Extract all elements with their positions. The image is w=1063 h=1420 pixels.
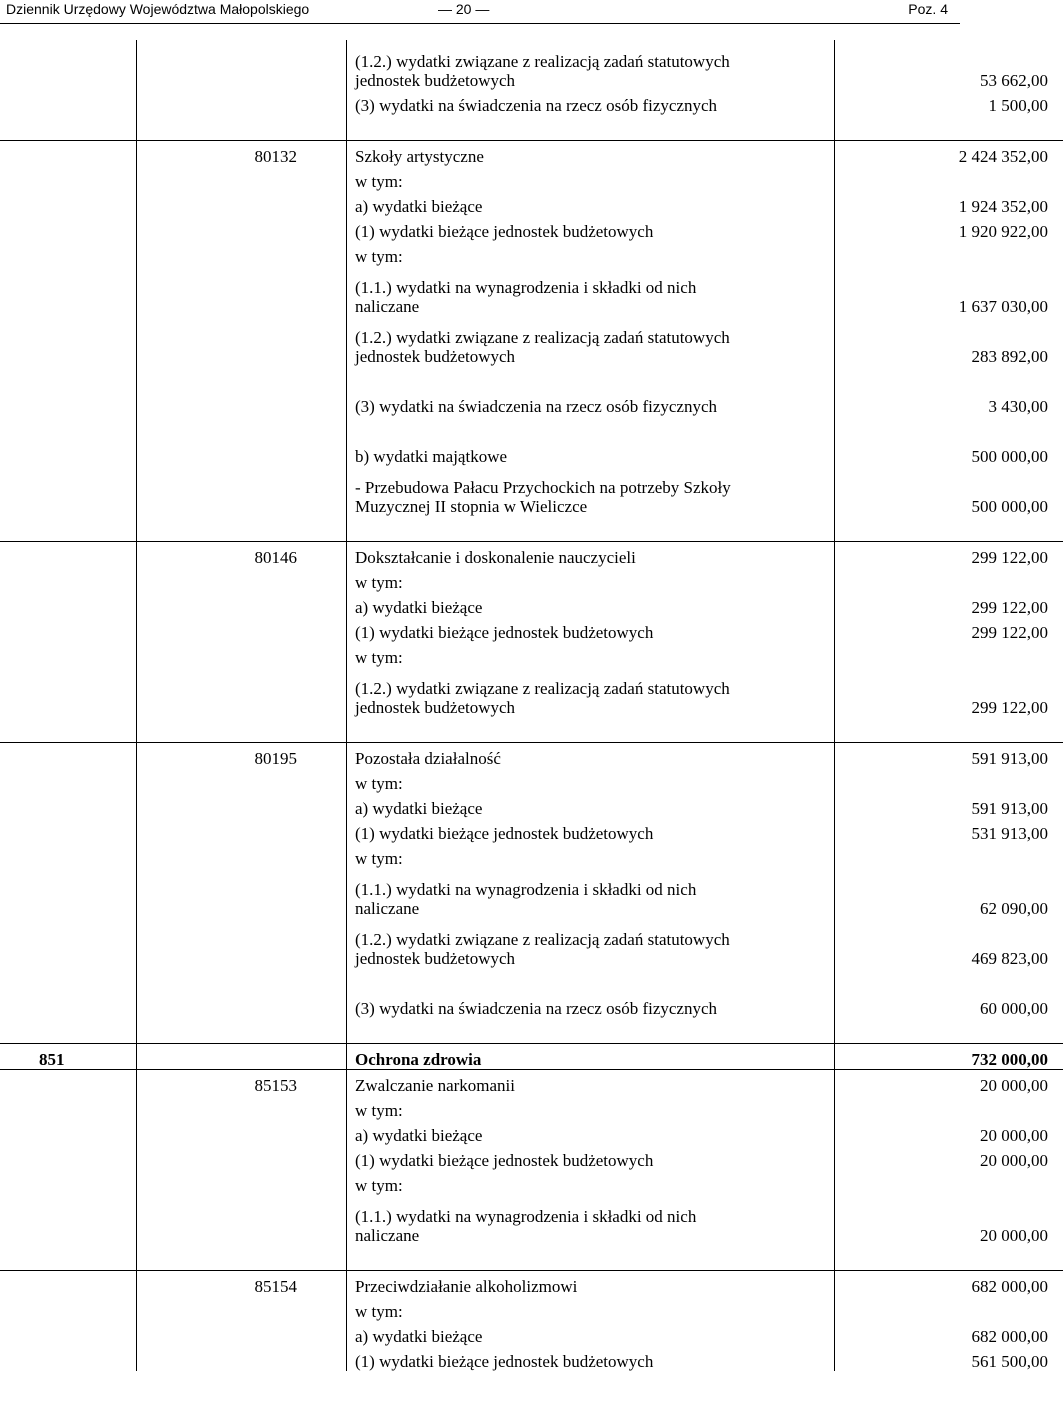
- description-line: b) wydatki majątkowe: [355, 447, 508, 466]
- cell-amount: 732 000,00: [835, 1044, 1063, 1070]
- description-line: (1) wydatki bieżące jednostek budżetowych: [355, 623, 654, 642]
- cell-amount: [835, 1095, 1063, 1120]
- cell-section: [0, 1346, 137, 1371]
- description-line: Dokształcanie i doskonalenie nauczycieli: [355, 548, 636, 567]
- description-line: naliczane: [355, 899, 420, 918]
- description-line: (1) wydatki bieżące jednostek budżetowych: [355, 1352, 654, 1371]
- cell-amount: [835, 717, 1063, 743]
- cell-section: [0, 266, 137, 316]
- cell-description: [347, 441, 835, 466]
- cell-amount: 53 662,00: [980, 71, 1048, 90]
- table-row: [0, 191, 1063, 216]
- cell-description: [347, 1346, 835, 1371]
- cell-section: [0, 115, 137, 141]
- cell-amount: 20 000,00: [835, 1070, 1063, 1096]
- cell-description: [347, 141, 835, 167]
- cell-description: [347, 1245, 835, 1271]
- cell-section: [0, 141, 137, 167]
- cell-subsection: [137, 1120, 347, 1145]
- description-line: w tym:: [355, 247, 403, 266]
- cell-subsection: [137, 868, 347, 918]
- cell-subsection: [137, 1018, 347, 1044]
- cell-section: [0, 667, 137, 717]
- table-row: [0, 1044, 1063, 1070]
- cell-subsection: [137, 1145, 347, 1170]
- cell-amount: [835, 241, 1063, 266]
- cell-section: [0, 90, 137, 115]
- cell-amount: 299 122,00: [971, 698, 1048, 717]
- cell-amount: 20 000,00: [980, 1126, 1048, 1145]
- cell-subsection: [137, 115, 347, 141]
- cell-section: [0, 516, 137, 542]
- budget-table: [0, 40, 1063, 1371]
- description-line: w tym:: [355, 774, 403, 793]
- cell-subsection: [137, 216, 347, 241]
- cell-amount: 2 424 352,00: [835, 141, 1063, 167]
- cell-section: [0, 166, 137, 191]
- cell-section: [0, 1195, 137, 1245]
- cell-section: [0, 1018, 137, 1044]
- cell-amount: 531 913,00: [971, 824, 1048, 843]
- cell-section: [0, 241, 137, 266]
- journal-title: Dziennik Urzędowy Województwa Małopolskiego: [6, 1, 310, 17]
- cell-amount: 299 122,00: [971, 623, 1048, 642]
- table-row: [0, 1195, 1063, 1245]
- cell-amount: 20 000,00: [980, 1151, 1048, 1170]
- description-line: naliczane: [355, 297, 420, 316]
- header-rule: [0, 23, 960, 24]
- description-line: Zwalczanie narkomanii: [355, 1076, 516, 1095]
- cell-description: [347, 90, 835, 115]
- cell-amount: [835, 567, 1063, 592]
- cell-description: [347, 216, 835, 241]
- cell-amount: [835, 516, 1063, 542]
- cell-section: [0, 1120, 137, 1145]
- cell-section: [0, 1070, 137, 1096]
- table-row: [0, 1170, 1063, 1195]
- cell-amount: 299 122,00: [835, 542, 1063, 568]
- cell-description: [347, 115, 835, 141]
- cell-section: [0, 191, 137, 216]
- description-line: (3) wydatki na świadczenia na rzecz osób fizycznych: [355, 397, 718, 416]
- cell-description: [347, 642, 835, 667]
- description-line: a) wydatki bieżące: [355, 799, 483, 818]
- description-line: jednostek budżetowych: [355, 347, 516, 366]
- table-row: [0, 793, 1063, 818]
- description-line: naliczane: [355, 1226, 420, 1245]
- cell-section: [0, 366, 137, 416]
- budget-table-body: [0, 40, 1063, 1371]
- description-line: (1.1.) wydatki na wynagrodzenia i składki od nich: [355, 278, 697, 297]
- cell-description: [347, 1296, 835, 1321]
- table-row: [0, 466, 1063, 516]
- table-row: [0, 1346, 1063, 1371]
- cell-amount: 500 000,00: [971, 497, 1048, 516]
- cell-description: [347, 617, 835, 642]
- description-line: (1) wydatki bieżące jednostek budżetowych: [355, 222, 654, 241]
- cell-section: [0, 1271, 137, 1297]
- description-line: (1.2.) wydatki związane z realizacją zadań statutowych: [355, 328, 730, 347]
- cell-section: [0, 743, 137, 769]
- cell-section: [0, 918, 137, 968]
- cell-amount: 283 892,00: [971, 347, 1048, 366]
- cell-description: [347, 793, 835, 818]
- table-row: [0, 667, 1063, 717]
- cell-subsection: [137, 968, 347, 1018]
- table-row: [0, 1245, 1063, 1271]
- cell-description: [347, 191, 835, 216]
- cell-subsection: [137, 241, 347, 266]
- cell-amount: 1 920 922,00: [958, 222, 1048, 241]
- cell-section: [0, 1321, 137, 1346]
- cell-description: [347, 567, 835, 592]
- description-line: (1.2.) wydatki związane z realizacją zadań statutowych: [355, 679, 730, 698]
- description-line: w tym:: [355, 1176, 403, 1195]
- table-row: [0, 1095, 1063, 1120]
- cell-subsection: [137, 1321, 347, 1346]
- cell-amount: 591 913,00: [835, 743, 1063, 769]
- description-line: - Przebudowa Pałacu Przychockich na potrzeby Szkoły: [355, 478, 731, 497]
- description-line: Szkoły artystyczne: [355, 147, 484, 166]
- table-row: [0, 843, 1063, 868]
- cell-description: [347, 1070, 835, 1096]
- cell-description: [347, 1195, 835, 1245]
- cell-amount: 591 913,00: [971, 799, 1048, 818]
- cell-amount: [835, 843, 1063, 868]
- cell-description: [347, 516, 835, 542]
- cell-amount: [835, 1170, 1063, 1195]
- cell-subsection: [137, 191, 347, 216]
- table-row: [0, 743, 1063, 769]
- table-row: [0, 1018, 1063, 1044]
- table-row: [0, 642, 1063, 667]
- table-row: [0, 818, 1063, 843]
- cell-description: [347, 743, 835, 769]
- cell-description: [347, 40, 835, 90]
- cell-section: [0, 40, 137, 90]
- table-row: [0, 617, 1063, 642]
- description-line: Przeciwdziałanie alkoholizmowi: [355, 1277, 578, 1296]
- table-row: [0, 266, 1063, 316]
- table-row: [0, 516, 1063, 542]
- description-line: w tym:: [355, 648, 403, 667]
- table-row: [0, 1321, 1063, 1346]
- description-line: a) wydatki bieżące: [355, 1126, 483, 1145]
- cell-description: [347, 166, 835, 191]
- cell-amount: 62 090,00: [980, 899, 1048, 918]
- cell-description: [347, 542, 835, 568]
- cell-subsection: [137, 1095, 347, 1120]
- cell-subsection: [137, 793, 347, 818]
- cell-description: [347, 968, 835, 1018]
- cell-amount: 60 000,00: [980, 999, 1048, 1018]
- cell-description: [347, 667, 835, 717]
- cell-description: [347, 768, 835, 793]
- description-line: (1) wydatki bieżące jednostek budżetowych: [355, 1151, 654, 1170]
- cell-subsection: [137, 1346, 347, 1371]
- cell-amount: 682 000,00: [971, 1327, 1048, 1346]
- table-row: [0, 166, 1063, 191]
- cell-amount: 561 500,00: [971, 1352, 1048, 1371]
- table-row: [0, 90, 1063, 115]
- cell-description: [347, 1145, 835, 1170]
- cell-subsection: [137, 40, 347, 90]
- description-line: (3) wydatki na świadczenia na rzecz osób fizycznych: [355, 96, 718, 115]
- cell-description: [347, 241, 835, 266]
- cell-description: [347, 918, 835, 968]
- cell-section: [0, 441, 137, 466]
- cell-description: [347, 1271, 835, 1297]
- description-line: (1.1.) wydatki na wynagrodzenia i składki od nich: [355, 1207, 697, 1226]
- cell-subsection: [137, 466, 347, 516]
- page-header: [0, 0, 960, 24]
- cell-section: [0, 1095, 137, 1120]
- table-row: [0, 1070, 1063, 1096]
- cell-section: [0, 216, 137, 241]
- description-line: w tym:: [355, 172, 403, 191]
- cell-section: [0, 567, 137, 592]
- cell-subsection: [137, 667, 347, 717]
- cell-section: [0, 1245, 137, 1271]
- cell-amount: 1 924 352,00: [958, 197, 1048, 216]
- cell-subsection: [137, 516, 347, 542]
- cell-subsection: [137, 843, 347, 868]
- cell-section: [0, 1170, 137, 1195]
- cell-section: [0, 617, 137, 642]
- table-row: [0, 1271, 1063, 1297]
- table-row: [0, 542, 1063, 568]
- cell-amount: [835, 166, 1063, 191]
- cell-subsection: [137, 818, 347, 843]
- cell-subsection: [137, 366, 347, 416]
- table-row: [0, 567, 1063, 592]
- description-line: w tym:: [355, 1302, 403, 1321]
- cell-description: [347, 366, 835, 416]
- cell-description: [347, 1018, 835, 1044]
- table-row: [0, 216, 1063, 241]
- cell-subsection: [137, 166, 347, 191]
- description-line: (1.2.) wydatki związane z realizacją zadań statutowych: [355, 52, 730, 71]
- table-row: [0, 1296, 1063, 1321]
- cell-subsection: [137, 642, 347, 667]
- description-line: (1) wydatki bieżące jednostek budżetowych: [355, 824, 654, 843]
- cell-section: [0, 818, 137, 843]
- cell-description: [347, 868, 835, 918]
- cell-subsection: [137, 90, 347, 115]
- cell-subsection: [137, 617, 347, 642]
- cell-subsection: [137, 1195, 347, 1245]
- cell-amount: [835, 1245, 1063, 1271]
- cell-amount: [835, 768, 1063, 793]
- cell-section: [0, 843, 137, 868]
- cell-description: [347, 1044, 835, 1070]
- cell-amount: [835, 115, 1063, 141]
- cell-amount: [835, 416, 1063, 441]
- table-row: [0, 768, 1063, 793]
- cell-description: [347, 266, 835, 316]
- table-row: [0, 868, 1063, 918]
- table-row: [0, 366, 1063, 416]
- table-row: [0, 968, 1063, 1018]
- cell-subsection: [137, 567, 347, 592]
- cell-description: [347, 818, 835, 843]
- description-line: (3) wydatki na świadczenia na rzecz osób fizycznych: [355, 999, 718, 1018]
- cell-description: [347, 592, 835, 617]
- table-row: [0, 40, 1063, 90]
- cell-subsection: [137, 416, 347, 441]
- cell-subsection: 85154: [137, 1271, 347, 1297]
- description-line: Ochrona zdrowia: [355, 1050, 482, 1069]
- description-line: (1.1.) wydatki na wynagrodzenia i składki od nich: [355, 880, 697, 899]
- position-number: Poz. 4: [908, 1, 948, 17]
- cell-section: [0, 466, 137, 516]
- cell-subsection: [137, 1296, 347, 1321]
- cell-description: [347, 1120, 835, 1145]
- cell-section: [0, 416, 137, 441]
- cell-amount: 1 500,00: [988, 96, 1048, 115]
- cell-amount: 682 000,00: [835, 1271, 1063, 1297]
- cell-subsection: [137, 1044, 347, 1070]
- cell-amount: 1 637 030,00: [958, 297, 1048, 316]
- cell-amount: 3 430,00: [988, 397, 1048, 416]
- table-row: [0, 241, 1063, 266]
- cell-amount: 20 000,00: [980, 1226, 1048, 1245]
- cell-amount: 469 823,00: [971, 949, 1048, 968]
- description-line: jednostek budżetowych: [355, 949, 516, 968]
- table-row: [0, 592, 1063, 617]
- cell-description: [347, 316, 835, 366]
- description-line: w tym:: [355, 1101, 403, 1120]
- description-line: a) wydatki bieżące: [355, 1327, 483, 1346]
- cell-amount: 299 122,00: [971, 598, 1048, 617]
- table-row: [0, 717, 1063, 743]
- cell-section: [0, 968, 137, 1018]
- cell-description: [347, 1095, 835, 1120]
- description-line: w tym:: [355, 849, 403, 868]
- cell-section: [0, 717, 137, 743]
- description-line: a) wydatki bieżące: [355, 598, 483, 617]
- cell-amount: [835, 1018, 1063, 1044]
- cell-section: [0, 1296, 137, 1321]
- cell-subsection: [137, 441, 347, 466]
- description-line: jednostek budżetowych: [355, 698, 516, 717]
- cell-subsection: [137, 918, 347, 968]
- cell-amount: [835, 1296, 1063, 1321]
- cell-subsection: [137, 768, 347, 793]
- cell-amount: [835, 642, 1063, 667]
- cell-description: [347, 717, 835, 743]
- cell-subsection: 80146: [137, 542, 347, 568]
- description-line: Pozostała działalność: [355, 749, 501, 768]
- cell-description: [347, 1321, 835, 1346]
- page-number: — 20 —: [438, 1, 490, 17]
- table-row: [0, 918, 1063, 968]
- table-row: [0, 1120, 1063, 1145]
- cell-section: [0, 793, 137, 818]
- cell-subsection: [137, 1170, 347, 1195]
- cell-amount: 500 000,00: [971, 447, 1048, 466]
- cell-section: [0, 768, 137, 793]
- cell-subsection: [137, 266, 347, 316]
- cell-subsection: [137, 592, 347, 617]
- description-line: (1.2.) wydatki związane z realizacją zadań statutowych: [355, 930, 730, 949]
- cell-subsection: 80132: [137, 141, 347, 167]
- cell-subsection: [137, 316, 347, 366]
- cell-section: [0, 642, 137, 667]
- table-row: [0, 416, 1063, 441]
- table-row: [0, 141, 1063, 167]
- cell-subsection: [137, 717, 347, 743]
- cell-section: [0, 592, 137, 617]
- cell-subsection: 85153: [137, 1070, 347, 1096]
- cell-description: [347, 843, 835, 868]
- cell-subsection: 80195: [137, 743, 347, 769]
- cell-section: [0, 316, 137, 366]
- description-line: a) wydatki bieżące: [355, 197, 483, 216]
- cell-section: [0, 542, 137, 568]
- cell-section: [0, 868, 137, 918]
- cell-subsection: [137, 1245, 347, 1271]
- description-line: jednostek budżetowych: [355, 71, 516, 90]
- table-row: [0, 115, 1063, 141]
- cell-section: 851: [0, 1044, 137, 1070]
- table-row: [0, 316, 1063, 366]
- table-row: [0, 1145, 1063, 1170]
- cell-section: [0, 1145, 137, 1170]
- description-line: w tym:: [355, 573, 403, 592]
- cell-description: [347, 416, 835, 441]
- description-line: Muzycznej II stopnia w Wieliczce: [355, 497, 588, 516]
- cell-description: [347, 466, 835, 516]
- table-row: [0, 441, 1063, 466]
- cell-description: [347, 1170, 835, 1195]
